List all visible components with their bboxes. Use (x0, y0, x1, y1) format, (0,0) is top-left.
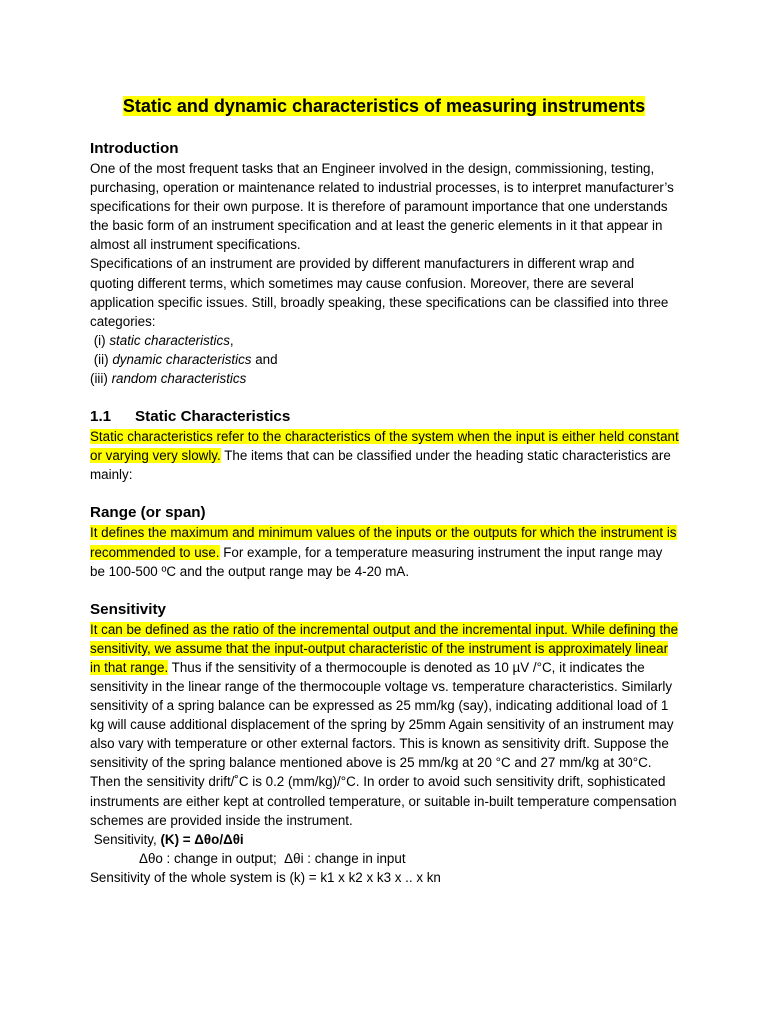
intro-paragraph-1: One of the most frequent tasks that an Engineer involved in the design, commissioning, testing, purchasing, operation or maintenance related to industrial processes, is to interpret manufacturer’s specifications for their own purpose. It is therefore of paramount importance that one understands the basic form of an instrument specification and at least the generic elements in it that appear in almost all instrument specifications. (90, 161, 674, 253)
static-highlight: Static characteristics refer to the characteristics of the system when the input is either held constant or varying very slowly. (90, 429, 679, 464)
section-title: Static Characteristics (135, 408, 291, 426)
sensitivity-formula (90, 830, 680, 849)
range-highlight: It defines the maximum and minimum values of the inputs or the outputs for which the instrument is recommended to use. (90, 525, 677, 560)
category-tail: , (229, 332, 234, 348)
spacer (90, 581, 680, 600)
formula-expression: (K) = Δθo/Δθi (160, 831, 244, 847)
sensitivity-paragraph (90, 620, 680, 830)
range-paragraph (90, 523, 680, 580)
sensitivity-highlight: It can be defined as the ratio of the incremental output and the incremental input. While defining the sensitivity, we assume that the input-output characteristic of the instrument is approximately linear in that range. (90, 621, 679, 675)
sensitivity-rest: Thus if the sensitivity of a thermocouple is denoted as 10 µV /°C, it indicates the sensitivity in the linear range of the thermocouple voltage vs. temperature characteristics. Similarly sensitivity of a spring balance can be expressed as 25 mm/kg (say), indicating additional load of 1 kg will cause additional displacement of the spring by 25mm Again sensitivity of an instrument may also vary with temperature or other external factors. This is known as sensitivity drift. Suppose the sensitivity of the spring balance mentioned above is 25 mm/kg at 20 °C and 27 mm/kg at 30°C. Then the sensitivity drift/˚C is 0.2 (mm/kg)/°C. In order to avoid such sensitivity drift, sophisticated instruments are either kept at controlled temperature, or suitable in-built temperature compensation schemes are provided inside the instrument. (90, 659, 677, 828)
formula-label: Sensitivity, (90, 831, 161, 847)
category-tail: and (251, 351, 278, 367)
static-paragraph (90, 427, 680, 484)
formula-legend: Δθo : change in output; Δθi : change in input (139, 850, 406, 866)
spacer (90, 484, 680, 503)
static-rest: The items that can be classified under the heading static characteristics are mainly: (90, 448, 671, 483)
sensitivity-heading: Sensitivity (90, 600, 166, 618)
category-number: (i) (90, 332, 110, 348)
whole-system-sensitivity: Sensitivity of the whole system is (k) = k1 x k2 x k3 x .. x kn (90, 869, 441, 885)
introduction-heading: Introduction (90, 140, 179, 157)
section-number: 1.1 (90, 408, 112, 426)
category-number: (ii) (90, 351, 113, 367)
static-characteristics-heading (90, 407, 680, 427)
category-item-2 (90, 350, 680, 369)
category-text: static characteristics (109, 332, 230, 348)
document-title (0, 94, 768, 118)
title-highlight: Static and dynamic characteristics of measuring instruments (122, 96, 646, 116)
category-item-1 (90, 331, 680, 350)
range-heading: Range (or span) (90, 504, 206, 522)
category-item-3 (90, 369, 680, 388)
intro-paragraph-2: Specifications of an instrument are provided by different manufacturers in different wrap and quoting different terms, which sometimes may cause confusion. Moreover, there are several application specific issues. Still, broadly speaking, these specifications can be classified into three categories: (90, 256, 669, 329)
category-text: random characteristics (111, 371, 247, 387)
category-number: (iii) (90, 371, 112, 387)
category-text: dynamic characteristics (112, 351, 252, 367)
spacer (90, 388, 680, 407)
document-body (90, 139, 680, 887)
range-rest: For example, for a temperature measuring instrument the input range may be 100-500 ºC and the output range may be 4-20 mA. (90, 544, 663, 579)
